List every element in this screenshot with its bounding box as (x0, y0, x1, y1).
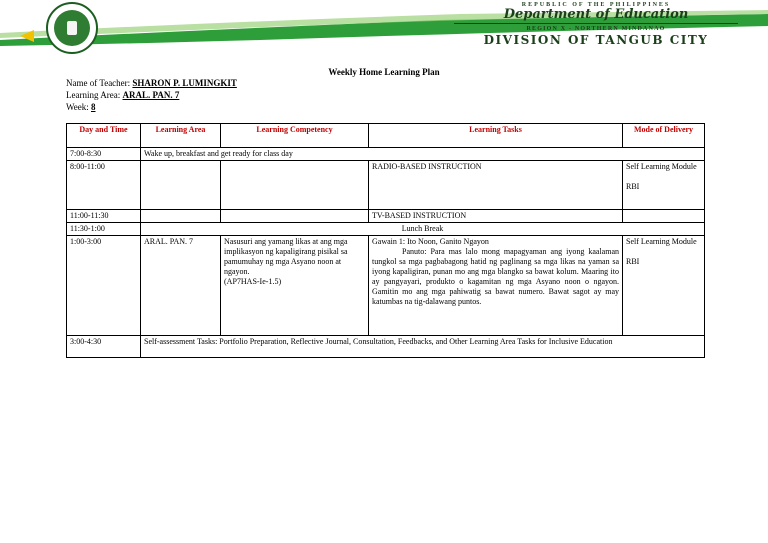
row-time: 3:00-4:30 (67, 336, 141, 358)
header-text-block (446, 0, 746, 47)
teacher-name: SHARON P. LUMINGKIT (132, 78, 237, 88)
row-task: TV-BASED INSTRUCTION (369, 210, 623, 223)
learning-area-label: Learning Area: (66, 90, 121, 100)
table-row (67, 161, 705, 210)
teacher-line (66, 78, 237, 88)
table-row (67, 148, 705, 161)
republic-text: REPUBLIC OF THE PHILIPPINES (521, 2, 671, 8)
department-text: Department of Education (503, 7, 689, 22)
learning-area-line (66, 90, 179, 100)
table-row (67, 223, 705, 236)
row-time: 1:00-3:00 (67, 236, 141, 336)
col-header-competency: Learning Competency (221, 124, 369, 148)
table-row (67, 336, 705, 358)
row-task: Gawain 1: Ito Noon, Ganito Ngayon Panuto: Para mas lalo mong mapagyaman ang iyong kaalaman tungkol sa mga pagbabagong hatid ng paglinang sa mga likas na yaman sa iyong kapaligiran, punan mo ang mga blangko sa bawat kolum. Maaring ito ay pangyayari, produkto o kagamitan ng mga Asyano noon o ngayon. Gamitin mo ang mga pahiwatig sa bawat numero. Bawat sagot ay may katumbas na tig-dalawang puntos. (369, 236, 623, 336)
row-task: RADIO-BASED INSTRUCTION (369, 161, 623, 210)
col-header-day-time: Day and Time (67, 124, 141, 148)
teacher-label: Name of Teacher: (66, 78, 131, 88)
row-area: ARAL. PAN. 7 (141, 236, 221, 336)
row-activity: Lunch Break (141, 223, 705, 236)
week-value: 8 (91, 102, 96, 112)
col-header-learning-area: Learning Area (141, 124, 221, 148)
row-time: 7:00-8:30 (67, 148, 141, 161)
row-activity: Wake up, breakfast and get ready for class day (141, 148, 705, 161)
table-row (67, 236, 705, 336)
row-time: 8:00-11:00 (67, 161, 141, 210)
row-competency: Nasusuri ang yamang likas at ang mga implikasyon ng kapaligirang pisikal sa pamumuhay ng mga Asyano noon at ngayon. (AP7HAS-Ie-1.5) (221, 236, 369, 336)
row-activity: Self-assessment Tasks: Portfolio Preparation, Reflective Journal, Consultation, Feedbacks, and Other Learning Area Tasks for Inclusive Education (141, 336, 705, 358)
row-mode: Self Learning Module RBI (623, 236, 705, 336)
learning-plan-table (66, 123, 705, 358)
page-title: Weekly Home Learning Plan (328, 67, 440, 77)
row-time: 11:30-1:00 (67, 223, 141, 236)
deped-seal-logo (46, 2, 98, 54)
learning-area-value: ARAL. PAN. 7 (122, 90, 180, 100)
table-header-row (67, 124, 705, 148)
week-line (66, 102, 96, 112)
row-time: 11:00-11:30 (67, 210, 141, 223)
col-header-mode: Mode of Delivery (623, 124, 705, 148)
col-header-tasks: Learning Tasks (369, 124, 623, 148)
header-banner (0, 0, 768, 50)
table-row (67, 210, 705, 223)
week-label: Week: (66, 102, 89, 112)
region-text: REGION X - NORTHERN MINDANAO (526, 26, 666, 32)
division-text: DIVISION OF TANGUB CITY (483, 33, 709, 47)
row-mode: Self Learning Module RBI (623, 161, 705, 210)
